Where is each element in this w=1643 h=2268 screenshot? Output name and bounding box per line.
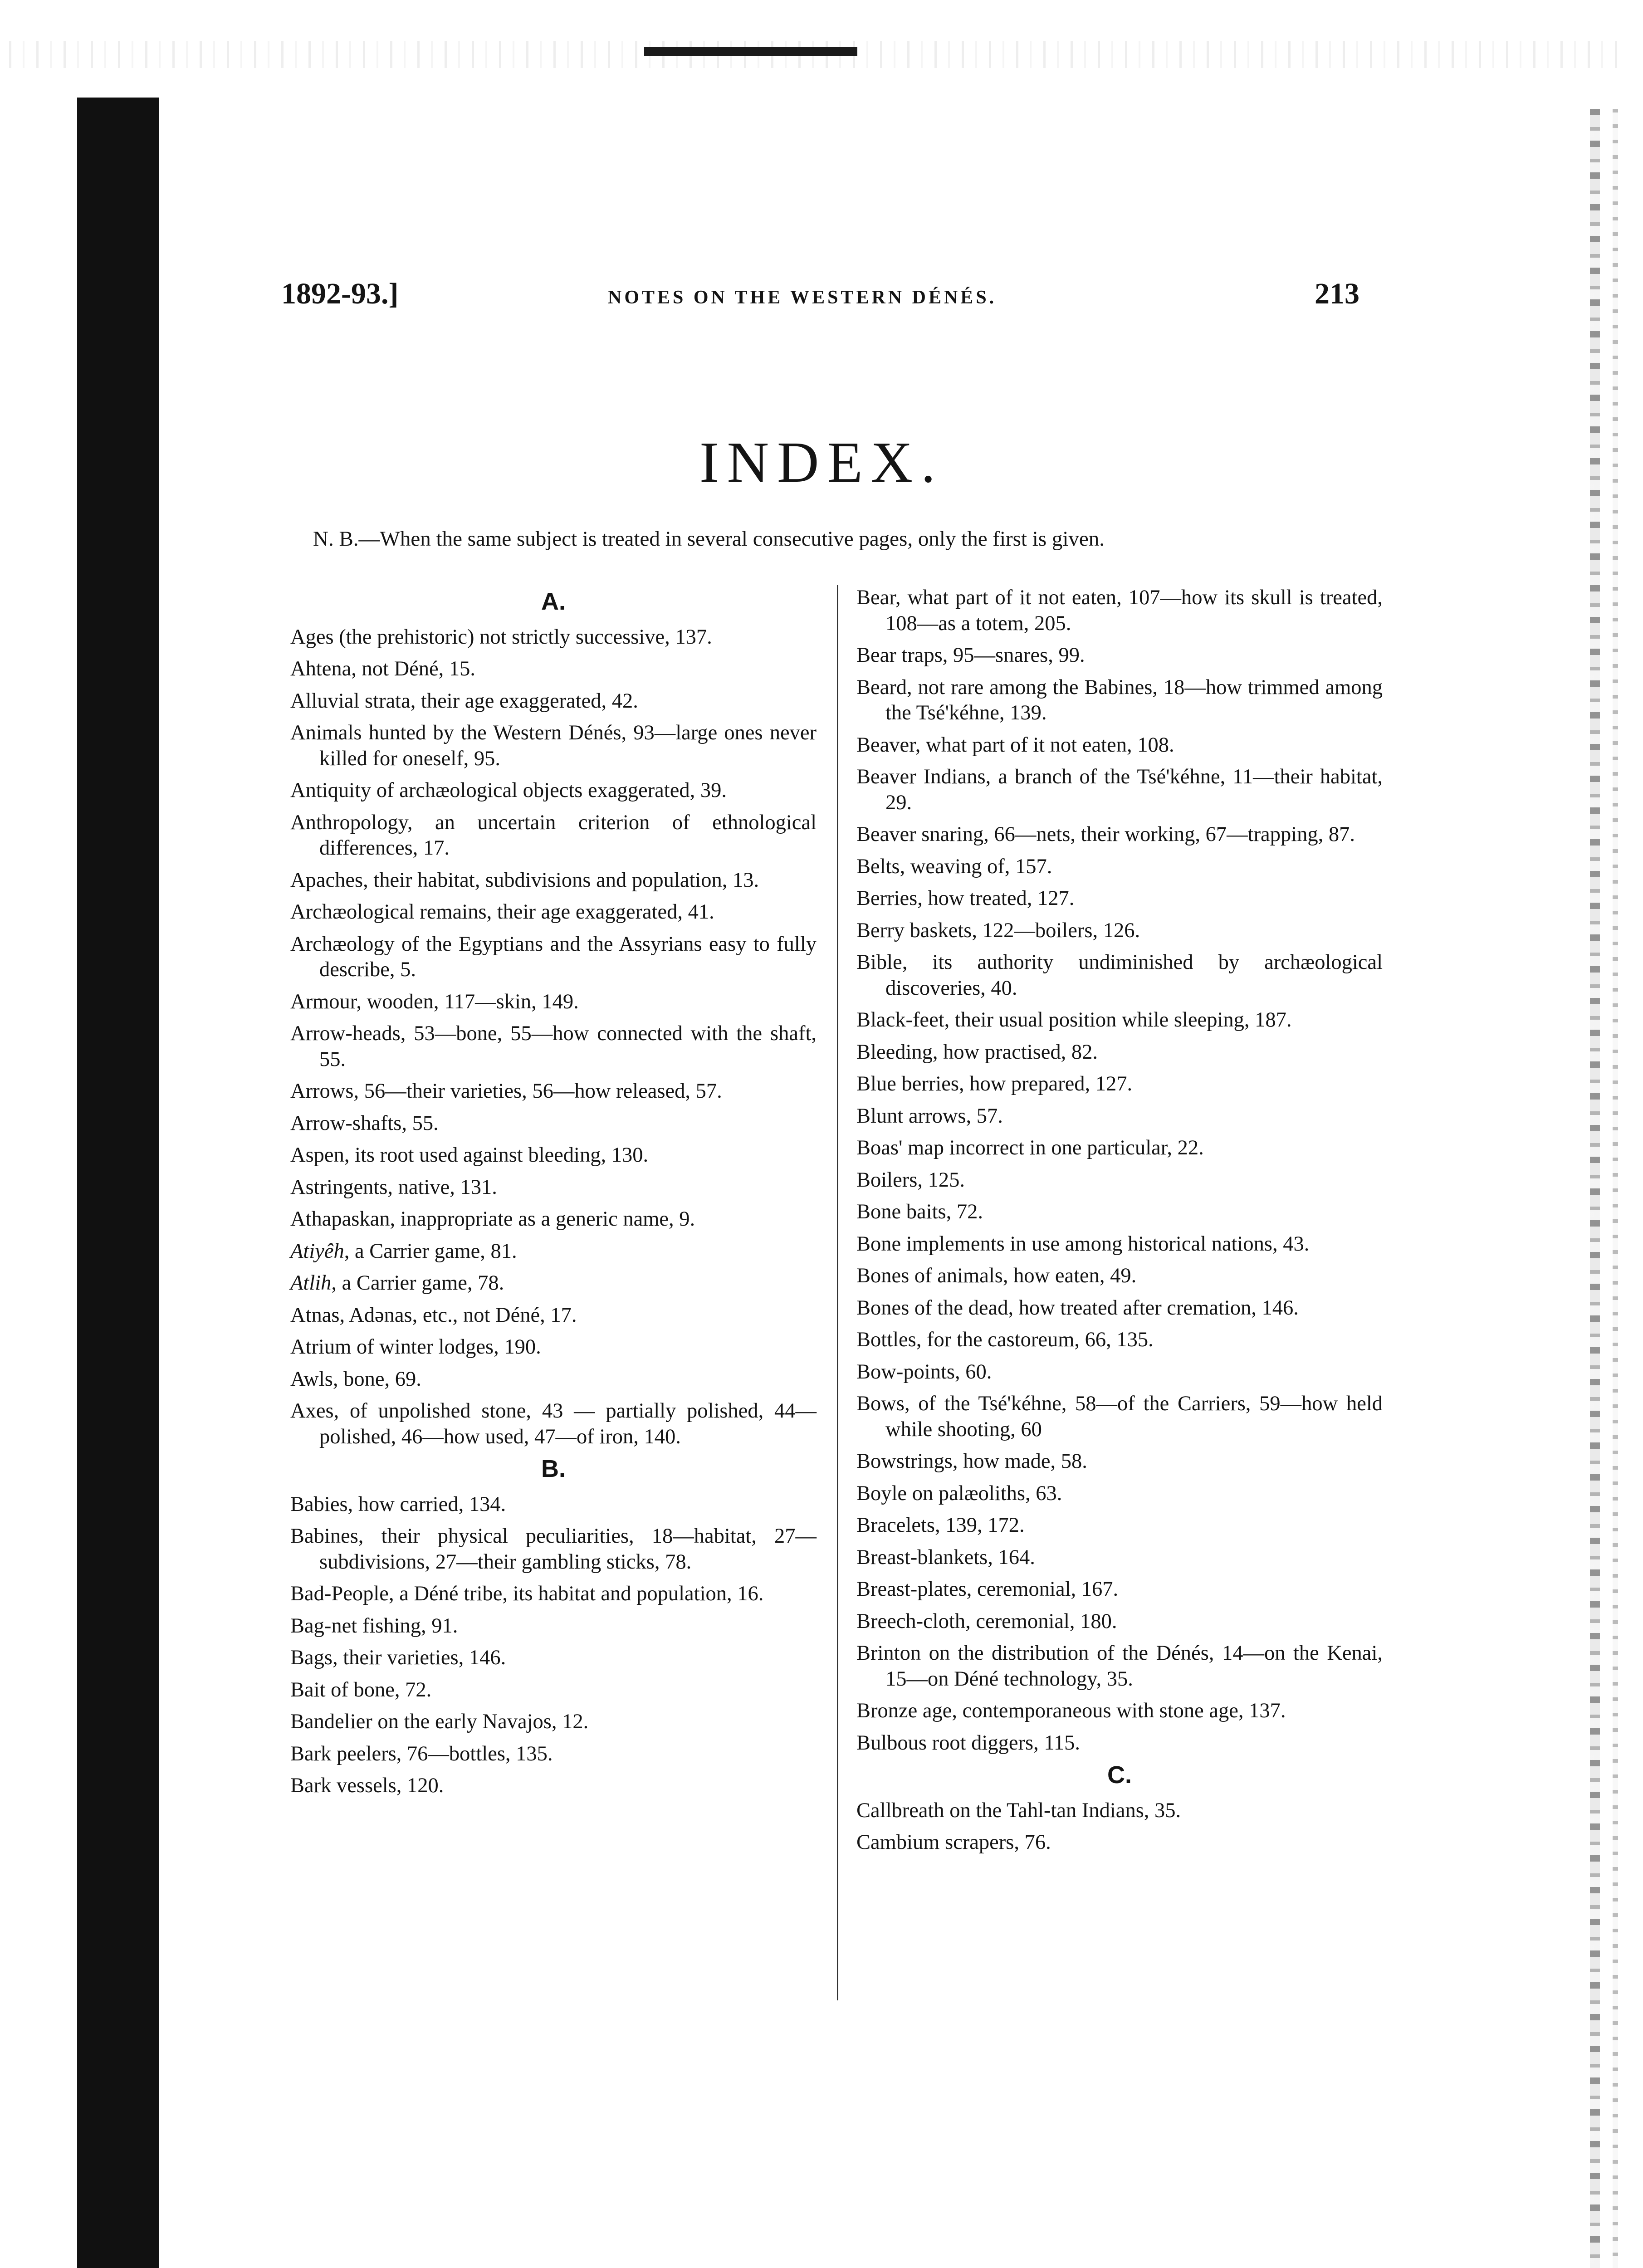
index-entry: Babines, their physical peculiarities, 18—habitat, 27—subdivisions, 27—their gambling sticks, 78. (290, 1525, 817, 1574)
index-entry: Armour, wooden, 117—skin, 149. (290, 990, 579, 1013)
index-entry: Arrows, 56—their varieties, 56—how released, 57. (290, 1080, 722, 1103)
index-entry: Athapaskan, inappropriate as a generic name, 9. (290, 1207, 695, 1231)
index-entry: Ahtena, not Déné, 15. (290, 657, 476, 680)
index-entry: Bark vessels, 120. (290, 1774, 444, 1797)
index-entry: Bait of bone, 72. (290, 1678, 432, 1701)
index-entry: Beaver Indians, a branch of the Tsé'kéhne, 11—their habitat, 29. (856, 765, 1383, 814)
index-entry: Berries, how treated, 127. (856, 887, 1075, 910)
index-entry: Apaches, their habitat, subdivisions and population, 13. (290, 868, 759, 892)
index-entry: Boas' map incorrect in one particular, 22. (856, 1136, 1204, 1159)
index-entry: Aspen, its root used against bleeding, 130. (290, 1144, 649, 1167)
page-title: INDEX. (699, 430, 944, 494)
index-entry: Animals hunted by the Western Dénés, 93—large ones never killed for oneself, 95. (290, 721, 817, 770)
index-entry: Bear traps, 95—snares, 99. (856, 644, 1085, 667)
index-entry: Archæological remains, their age exaggerated, 41. (290, 900, 714, 924)
index-note: N. B.—When the same subject is treated in several consecutive pages, only the first is given. (313, 527, 1105, 551)
index-entry: Arrow-shafts, 55. (290, 1111, 439, 1135)
index-entry: Bones of animals, how eaten, 49. (856, 1264, 1137, 1287)
index-entry: Blunt arrows, 57. (856, 1104, 1003, 1128)
page-edge-right-outer (1613, 109, 1618, 2268)
index-entry: Belts, weaving of, 157. (856, 855, 1052, 878)
column-divider (837, 585, 838, 2000)
top-rule (644, 47, 857, 56)
index-entry: Blue berries, how prepared, 127. (856, 1072, 1133, 1095)
index-entry: Breech-cloth, ceremonial, 180. (856, 1609, 1117, 1633)
index-entry: Breast-plates, ceremonial, 167. (856, 1578, 1119, 1601)
index-entry: Astringents, native, 131. (290, 1175, 497, 1199)
header-year: 1892-93.] (281, 277, 399, 310)
index-entry: Bracelets, 139, 172. (856, 1514, 1025, 1537)
index-entry: Arrow-heads, 53—bone, 55—how connected with the shaft, 55. (290, 1022, 817, 1071)
index-entry: Atlih, a Carrier game, 78. (290, 1271, 504, 1295)
index-entry: Brinton on the distribution of the Dénés, 14—on the Kenai, 15—on Déné technology, 35. (856, 1642, 1383, 1691)
index-entry: Bags, their varieties, 146. (290, 1646, 506, 1669)
index-entry: Cambium scrapers, 76. (856, 1831, 1051, 1854)
section-letter-c: C. (1107, 1761, 1132, 1789)
index-entry: Bible, its authority undiminished by archæological discoveries, 40. (856, 951, 1383, 1000)
section-letter-a: A. (541, 588, 566, 615)
index-entry: Bows, of the Tsé'kéhne, 58—of the Carriers, 59—how held while shooting, 60 (856, 1392, 1383, 1441)
index-entry: Bones of the dead, how treated after cremation, 146. (856, 1296, 1299, 1320)
index-entry: Bowstrings, how made, 58. (856, 1450, 1087, 1473)
index-entry: Boyle on palæoliths, 63. (856, 1481, 1062, 1505)
index-entry: Ages (the prehistoric) not strictly successive, 137. (290, 625, 712, 649)
binding-shadow (77, 98, 159, 2268)
index-entry: Bleeding, how practised, 82. (856, 1040, 1098, 1064)
index-entry: Beaver, what part of it not eaten, 108. (856, 733, 1174, 757)
index-entry: Archæology of the Egyptians and the Assyrians easy to fully describe, 5. (290, 932, 817, 981)
index-entry: Bone baits, 72. (856, 1200, 983, 1223)
index-entry: Beard, not rare among the Babines, 18—how trimmed among the Tsé'kéhne, 139. (856, 675, 1383, 724)
index-entry: Atnas, Adənas, etc., not Déné, 17. (290, 1303, 577, 1327)
index-entry: Awls, bone, 69. (290, 1367, 421, 1391)
header-page-number: 213 (1315, 277, 1359, 310)
index-entry: Bad-People, a Déné tribe, its habitat and population, 16. (290, 1582, 764, 1605)
right-column (856, 585, 1383, 1862)
index-entry: Bandelier on the early Navajos, 12. (290, 1710, 589, 1733)
index-entry: Alluvial strata, their age exaggerated, 42. (290, 689, 638, 713)
index-entry: Atrium of winter lodges, 190. (290, 1335, 541, 1359)
index-entry: Bow-points, 60. (856, 1360, 992, 1383)
left-column (290, 585, 817, 1805)
index-entry: Black-feet, their usual position while sleeping, 187. (856, 1008, 1292, 1031)
index-entry: Bulbous root diggers, 115. (856, 1731, 1080, 1755)
index-entry: Bronze age, contemporaneous with stone age, 137. (856, 1699, 1286, 1722)
page-edge-right (1590, 109, 1600, 2268)
index-entry: Atiyêh, a Carrier game, 81. (290, 1239, 517, 1263)
index-entry: Bone implements in use among historical nations, 43. (856, 1232, 1310, 1256)
index-entry: Callbreath on the Tahl-tan Indians, 35. (856, 1799, 1181, 1822)
index-entry: Breast-blankets, 164. (856, 1545, 1035, 1569)
index-entry: Axes, of unpolished stone, 43 — partially polished, 44—polished, 46—how used, 47—of iron, 140. (290, 1399, 817, 1448)
index-entry: Bear, what part of it not eaten, 107—how its skull is treated, 108—as a totem, 205. (856, 586, 1383, 635)
index-entry: Anthropology, an uncertain criterion of ethnological differences, 17. (290, 811, 817, 860)
index-entry: Beaver snaring, 66—nets, their working, 67—trapping, 87. (856, 823, 1355, 846)
index-entry: Bark peelers, 76—bottles, 135. (290, 1742, 553, 1765)
section-letter-b: B. (541, 1455, 566, 1482)
index-entry: Bottles, for the castoreum, 66, 135. (856, 1328, 1154, 1351)
index-entry: Bag-net fishing, 91. (290, 1614, 458, 1637)
index-entry: Berry baskets, 122—boilers, 126. (856, 919, 1140, 942)
header-title: NOTES ON THE WESTERN DÉNÉS. (608, 287, 997, 308)
index-entry: Babies, how carried, 134. (290, 1492, 506, 1516)
index-entry: Boilers, 125. (856, 1168, 965, 1192)
index-entry: Antiquity of archæological objects exaggerated, 39. (290, 779, 727, 802)
